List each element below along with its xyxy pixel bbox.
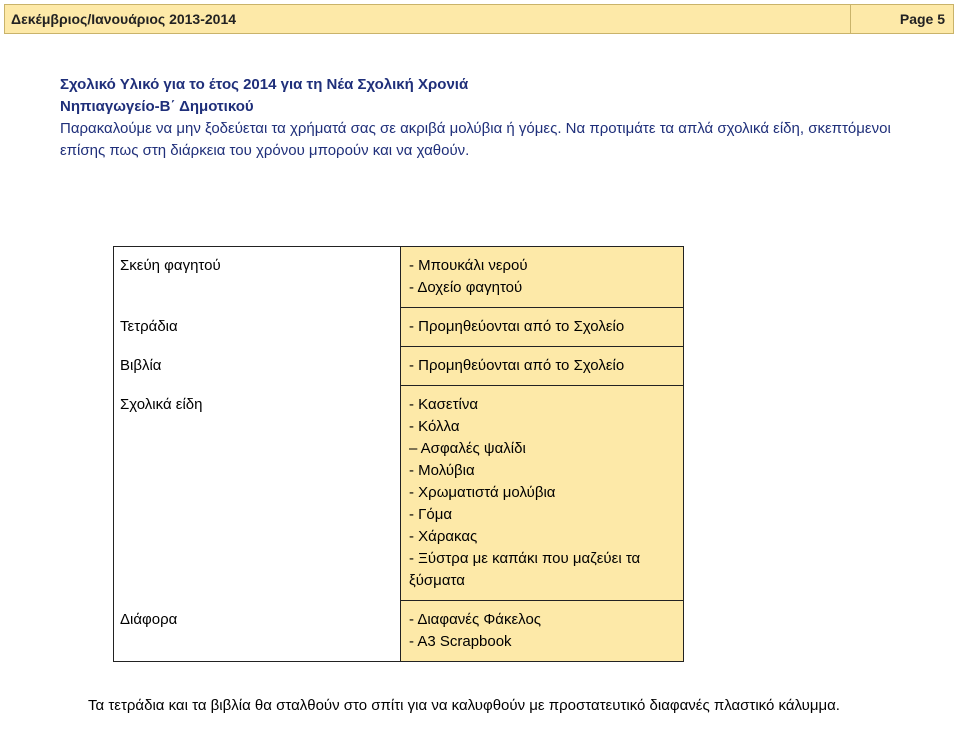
items-cell: [401, 386, 684, 601]
intro-heading: Σχολικό Υλικό για το έτος 2014 για τη Νέα Σχολική Χρονιά: [60, 76, 469, 93]
intro-subheading: Νηπιαγωγείο-Β΄ Δημοτικού: [60, 98, 254, 115]
items-cell: [401, 308, 684, 347]
list-item: - Διαφανές Φάκελος: [409, 611, 542, 628]
page-number: Page 5: [850, 4, 954, 34]
category-label: Σκεύη φαγητού: [120, 257, 221, 274]
category-label: Διάφορα: [120, 610, 178, 628]
table-row: [114, 308, 684, 347]
footer-note: Τα τετράδια και τα βιβλία θα σταλθούν στο σπίτι για να καλυφθούν με προστατευτικό διαφανές πλαστικό κάλυμμα.: [88, 697, 840, 714]
list-item: - Χάρακας: [409, 528, 478, 545]
table-row: [114, 601, 684, 662]
intro-section: [60, 74, 920, 162]
list-item: - Κασετίνα: [409, 396, 479, 413]
list-item: - Ξύστρα με καπάκι που μαζεύει τα ξύσματα: [409, 550, 641, 589]
intro-paragraph: Παρακαλούμε να μην ξοδεύεται τα χρήματά σας σε ακριβά μολύβια ή γόμες. Να προτιμάτε τα απλά σχολικά είδη, σκεπτόμενοι επίσης πως στη διάρκεια του χρόνου μπορούν και να χαθούν.: [60, 120, 891, 159]
list-item: - Μολύβια: [409, 462, 475, 479]
header-title: Δεκέμβριος/Ιανουάριος 2013-2014: [4, 4, 850, 34]
list-item: - Μπουκάλι νερού: [409, 257, 528, 274]
items-cell: [401, 347, 684, 386]
category-label: Τετράδια: [120, 317, 178, 335]
category-cell: [114, 347, 401, 386]
list-item: - Γόμα: [409, 506, 453, 523]
category-cell: [114, 247, 401, 308]
items-cell: [401, 601, 684, 662]
category-cell: [114, 308, 401, 347]
page-header: [4, 4, 954, 34]
list-item: ‒ Ασφαλές ψαλίδι: [409, 440, 526, 457]
list-item: - Δοχείο φαγητού: [409, 279, 523, 296]
category-cell: [114, 601, 401, 662]
category-label: Σχολικά είδη: [120, 395, 203, 413]
table-row: [114, 386, 684, 601]
list-item: - Προμηθεύονται από το Σχολείο: [409, 318, 625, 335]
table-row: [114, 247, 684, 308]
category-label: Βιβλία: [120, 356, 162, 374]
list-item: - Προμηθεύονται από το Σχολείο: [409, 357, 625, 374]
supplies-table: [113, 246, 684, 662]
list-item: - Κόλλα: [409, 418, 460, 435]
category-cell: [114, 386, 401, 601]
list-item: - Χρωματιστά μολύβια: [409, 484, 556, 501]
table-row: [114, 347, 684, 386]
list-item: - A3 Scrapbook: [409, 633, 512, 650]
items-cell: [401, 247, 684, 308]
